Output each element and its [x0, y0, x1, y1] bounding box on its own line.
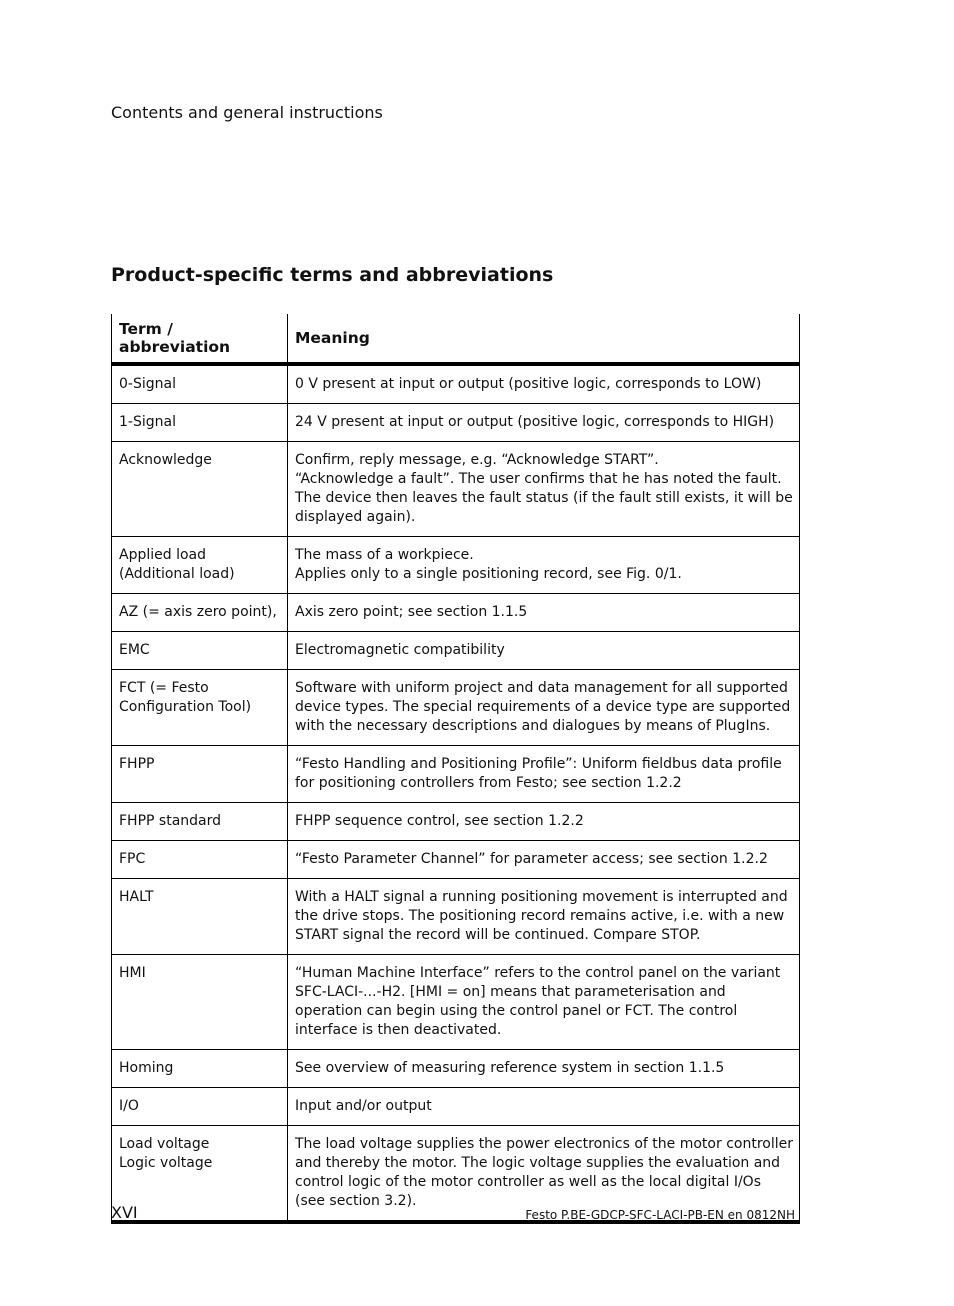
term-cell: Homing: [112, 1050, 288, 1088]
table-row: [112, 594, 800, 632]
meaning-cell: Software with uniform project and data management for all supported device types. The special requirements of a device type are supported with the necessary descriptions and dialogues by means of PlugIns.: [288, 670, 800, 746]
term-cell: FHPP standard: [112, 803, 288, 841]
meaning-cell: Axis zero point; see section 1.1.5: [288, 594, 800, 632]
table-row: [112, 537, 800, 594]
meaning-cell: Electromagnetic compatibility: [288, 632, 800, 670]
table-row: [112, 1088, 800, 1126]
table-row: [112, 1050, 800, 1088]
term-cell: EMC: [112, 632, 288, 670]
term-cell: FCT (= Festo Configuration Tool): [112, 670, 288, 746]
term-cell: Applied load (Additional load): [112, 537, 288, 594]
column-header-term: Term / abbreviation: [112, 314, 288, 364]
table-row: [112, 632, 800, 670]
table-row: [112, 955, 800, 1050]
table-row: [112, 746, 800, 803]
document-reference: Festo P.BE-GDCP-SFC-LACI-PB-EN en 0812NH: [525, 1208, 795, 1222]
table-header-row: [112, 314, 800, 364]
term-cell: HALT: [112, 879, 288, 955]
table-row: [112, 841, 800, 879]
term-cell: Acknowledge: [112, 442, 288, 537]
meaning-cell: See overview of measuring reference system in section 1.1.5: [288, 1050, 800, 1088]
table-row: [112, 879, 800, 955]
table-row: [112, 404, 800, 442]
term-cell: I/O: [112, 1088, 288, 1126]
term-cell: AZ (= axis zero point),: [112, 594, 288, 632]
term-cell: 0-Signal: [112, 364, 288, 404]
meaning-cell: The load voltage supplies the power electronics of the motor controller and thereby the motor. The logic voltage supplies the evaluation and control logic of the motor controller as well as the local digital I/Os (see section 3.2).: [288, 1126, 800, 1223]
table-row: [112, 364, 800, 404]
term-cell: Load voltage Logic voltage: [112, 1126, 288, 1223]
term-cell: 1-Signal: [112, 404, 288, 442]
meaning-cell: With a HALT signal a running positioning movement is interrupted and the drive stops. The positioning record remains active, i.e. with a new START signal the record will be continued. Compare STOP.: [288, 879, 800, 955]
page-number: XVI: [111, 1203, 138, 1222]
meaning-cell: FHPP sequence control, see section 1.2.2: [288, 803, 800, 841]
meaning-cell: 24 V present at input or output (positive logic, corresponds to HIGH): [288, 404, 800, 442]
section-title: Product-specific terms and abbreviations: [111, 264, 554, 286]
meaning-cell: “Festo Handling and Positioning Profile”: Uniform fieldbus data profile for positioning controllers from Festo; see section 1.2.2: [288, 746, 800, 803]
meaning-cell: “Festo Parameter Channel” for parameter access; see section 1.2.2: [288, 841, 800, 879]
column-header-meaning: Meaning: [288, 314, 800, 364]
meaning-cell: “Human Machine Interface” refers to the control panel on the variant SFC-LACI-...-H2. [HMI = on] means that parameterisation and operation can begin using the control panel or FCT. The control interface is then deactivated.: [288, 955, 800, 1050]
term-cell: FHPP: [112, 746, 288, 803]
terms-table: [111, 314, 800, 1224]
table-row: [112, 670, 800, 746]
running-head: Contents and general instructions: [111, 103, 383, 122]
meaning-cell: The mass of a workpiece. Applies only to a single positioning record, see Fig. 0/1.: [288, 537, 800, 594]
meaning-cell: Input and/or output: [288, 1088, 800, 1126]
table-row: [112, 442, 800, 537]
term-cell: FPC: [112, 841, 288, 879]
table-row: [112, 803, 800, 841]
meaning-cell: Confirm, reply message, e.g. “Acknowledge START”. “Acknowledge a fault”. The user confirms that he has noted the fault. The device then leaves the fault status (if the fault still exists, it will be displayed again).: [288, 442, 800, 537]
term-cell: HMI: [112, 955, 288, 1050]
meaning-cell: 0 V present at input or output (positive logic, corresponds to LOW): [288, 364, 800, 404]
